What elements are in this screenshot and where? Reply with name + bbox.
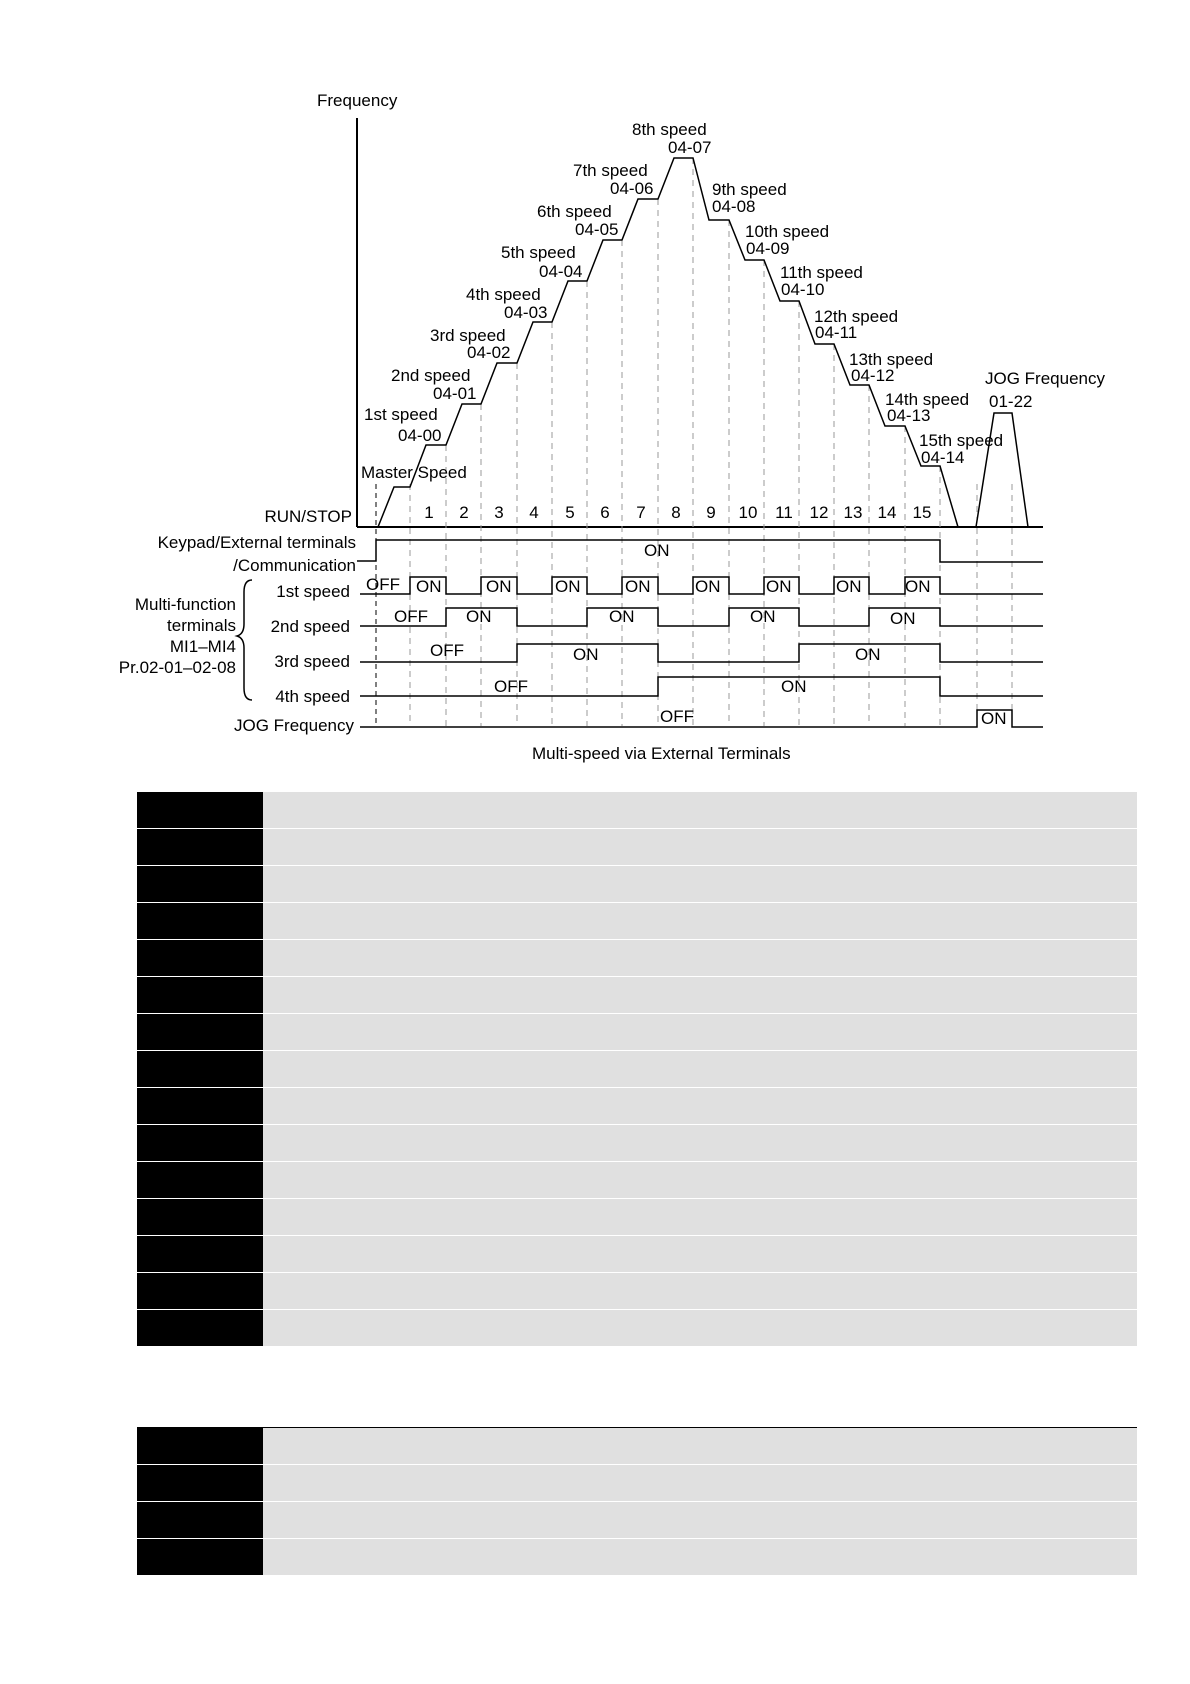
row-key-cell [137, 977, 263, 1013]
speed-param-8: 04-07 [668, 138, 712, 157]
speed-label-9: 9th speed [712, 180, 787, 199]
speed-label-13: 13th speed [849, 350, 934, 369]
row-value-cell [263, 1310, 1137, 1346]
row-value-cell [263, 1088, 1137, 1124]
step-number: 5 [565, 503, 575, 522]
table-row [137, 1502, 1137, 1539]
state-off: OFF [494, 677, 528, 696]
speed-label-8: 8th speed [632, 120, 707, 139]
row-key-cell [137, 866, 263, 902]
step-number: 15 [912, 503, 932, 522]
row-key-cell [137, 1502, 263, 1538]
state-labels [366, 541, 1007, 728]
row-value-cell [263, 1428, 1137, 1464]
row-key-cell [137, 1088, 263, 1124]
table-row [137, 1236, 1137, 1273]
row-value-cell [263, 940, 1137, 976]
step-number: 7 [636, 503, 646, 522]
row-key-cell [137, 1051, 263, 1087]
speed-label-6: 6th speed [537, 202, 612, 221]
row-value-cell [263, 1125, 1137, 1161]
table-row [137, 1051, 1137, 1088]
speed-label-1: 1st speed [364, 405, 438, 424]
row-key-cell [137, 1465, 263, 1501]
speed-label-3: 3rd speed [430, 326, 506, 345]
step-numbers [424, 503, 931, 522]
row-value-cell [263, 903, 1137, 939]
state-on: ON [981, 709, 1007, 728]
row-value-cell [263, 1236, 1137, 1272]
group-label-line1: Multi-function [134, 595, 236, 614]
speed-label-2: 2nd speed [391, 366, 471, 385]
state-on: ON [890, 609, 916, 628]
speed-param-9: 04-08 [712, 197, 756, 216]
jog-signal-label: JOG Frequency [234, 716, 354, 735]
row-value-cell [263, 1014, 1137, 1050]
step-number: 10 [738, 503, 758, 522]
table-row [137, 829, 1137, 866]
guide-lines [376, 158, 1012, 726]
state-off: OFF [430, 641, 464, 660]
table-row [137, 1162, 1137, 1199]
speed-param-12: 04-11 [815, 323, 858, 342]
step-number: 1 [424, 503, 434, 522]
step-number: 14 [877, 503, 897, 522]
group-brace [237, 580, 252, 700]
step-number: 11 [775, 503, 793, 522]
state-on: ON [766, 577, 792, 596]
state-on: ON [695, 577, 721, 596]
speed-param-7: 04-06 [610, 179, 654, 198]
speed2-label: 2nd speed [270, 617, 350, 636]
jog-waveform [360, 710, 1043, 727]
state-on: ON [466, 607, 492, 626]
step-number: 4 [529, 503, 539, 522]
step-number: 3 [494, 503, 504, 522]
step-number: 12 [809, 503, 829, 522]
state-on: ON [573, 645, 599, 664]
speed-label-11: 11th speed [780, 263, 863, 282]
keypad-label-line2: /Communication [233, 556, 356, 575]
speed-param-6: 04-05 [575, 220, 619, 239]
group-label-line3: MI1–MI4 [169, 637, 236, 656]
speed-label-12: 12th speed [814, 307, 899, 326]
row-value-cell [263, 1051, 1137, 1087]
step-number: 13 [843, 503, 863, 522]
table-row [137, 1088, 1137, 1125]
speed-param-3: 04-02 [467, 343, 511, 362]
row-key-cell [137, 903, 263, 939]
parameter-table-1 [137, 792, 1137, 1347]
table-row [137, 1125, 1137, 1162]
row-key-cell [137, 829, 263, 865]
table-row [137, 977, 1137, 1014]
row-key-cell [137, 1125, 263, 1161]
row-key-cell [137, 940, 263, 976]
chart-title: Multi-speed via External Terminals [532, 744, 791, 763]
speed-label-5: 5th speed [501, 243, 576, 262]
state-on: ON [644, 541, 670, 560]
row-value-cell [263, 792, 1137, 828]
speed4-label: 4th speed [275, 687, 350, 706]
table-row [137, 1465, 1137, 1502]
row-value-cell [263, 1273, 1137, 1309]
table-row [137, 940, 1137, 977]
state-off: OFF [394, 607, 428, 626]
speed1-label: 1st speed [276, 582, 350, 601]
row-key-cell [137, 1236, 263, 1272]
table-row [137, 1539, 1137, 1576]
row-value-cell [263, 1502, 1137, 1538]
y-axis-label: Frequency [317, 91, 398, 110]
speed3-label: 3rd speed [274, 652, 350, 671]
row-value-cell [263, 829, 1137, 865]
speed-param-11: 04-10 [781, 280, 825, 299]
speed-label-7: 7th speed [573, 161, 648, 180]
keypad-waveform [357, 540, 1043, 562]
keypad-label-line1: Keypad/External terminals [157, 533, 356, 552]
table-row [137, 1428, 1137, 1465]
multi-speed-timing-diagram [0, 0, 1190, 780]
table-row [137, 1199, 1137, 1236]
speed-param-10: 04-09 [746, 239, 790, 258]
speed-param-13: 04-12 [851, 366, 895, 385]
step-number: 9 [706, 503, 716, 522]
row-value-cell [263, 866, 1137, 902]
row-key-cell [137, 792, 263, 828]
row-key-cell [137, 1162, 263, 1198]
speed-label-15: 15th speed [919, 431, 1004, 450]
table-row [137, 903, 1137, 940]
row-key-cell [137, 1539, 263, 1575]
group-label-line4: Pr.02-01–02-08 [118, 658, 236, 677]
speed-label-14: 14th speed [885, 390, 970, 409]
row-key-cell [137, 1428, 263, 1464]
row-key-cell [137, 1199, 263, 1235]
row-key-cell [137, 1014, 263, 1050]
state-on: ON [836, 577, 862, 596]
state-on: ON [855, 645, 881, 664]
row-value-cell [263, 1539, 1137, 1575]
speed-param-1: 04-00 [398, 426, 442, 445]
signal-labels [119, 507, 356, 735]
step-number: 8 [671, 503, 681, 522]
speed-param-5: 04-04 [539, 262, 583, 281]
state-off: OFF [660, 707, 694, 726]
table-row [137, 866, 1137, 903]
speed-label-master: Master Speed [361, 463, 467, 482]
row-value-cell [263, 1199, 1137, 1235]
state-on: ON [555, 577, 581, 596]
row-value-cell [263, 1162, 1137, 1198]
state-on: ON [750, 607, 776, 626]
group-label-line2: terminals [167, 616, 236, 635]
row-value-cell [263, 1465, 1137, 1501]
state-on: ON [905, 577, 931, 596]
row-key-cell [137, 1310, 263, 1346]
table-row [137, 1273, 1137, 1310]
row-key-cell [137, 1273, 263, 1309]
state-on: ON [625, 577, 651, 596]
jog-frequency-label: JOG Frequency [985, 369, 1105, 388]
state-on: ON [486, 577, 512, 596]
speed-param-4: 04-03 [504, 303, 548, 322]
state-off: OFF [366, 575, 400, 594]
row-value-cell [263, 977, 1137, 1013]
state-on: ON [609, 607, 635, 626]
state-on: ON [416, 577, 442, 596]
parameter-table-2 [137, 1427, 1137, 1576]
step-number: 6 [600, 503, 610, 522]
table-row [137, 792, 1137, 829]
table-row [137, 1310, 1137, 1347]
speed-param-15: 04-14 [921, 448, 965, 467]
table-row [137, 1014, 1137, 1051]
speed2-waveform [360, 608, 1043, 626]
jog-frequency-param: 01-22 [989, 392, 1033, 411]
speed-labels [361, 120, 1105, 482]
state-on: ON [781, 677, 807, 696]
speed4-waveform [360, 677, 1043, 696]
speed-label-4: 4th speed [466, 285, 541, 304]
run-stop-label: RUN/STOP [264, 507, 352, 526]
step-number: 2 [459, 503, 469, 522]
speed-param-14: 04-13 [887, 406, 931, 425]
speed-label-10: 10th speed [745, 222, 830, 241]
speed-param-2: 04-01 [433, 384, 477, 403]
